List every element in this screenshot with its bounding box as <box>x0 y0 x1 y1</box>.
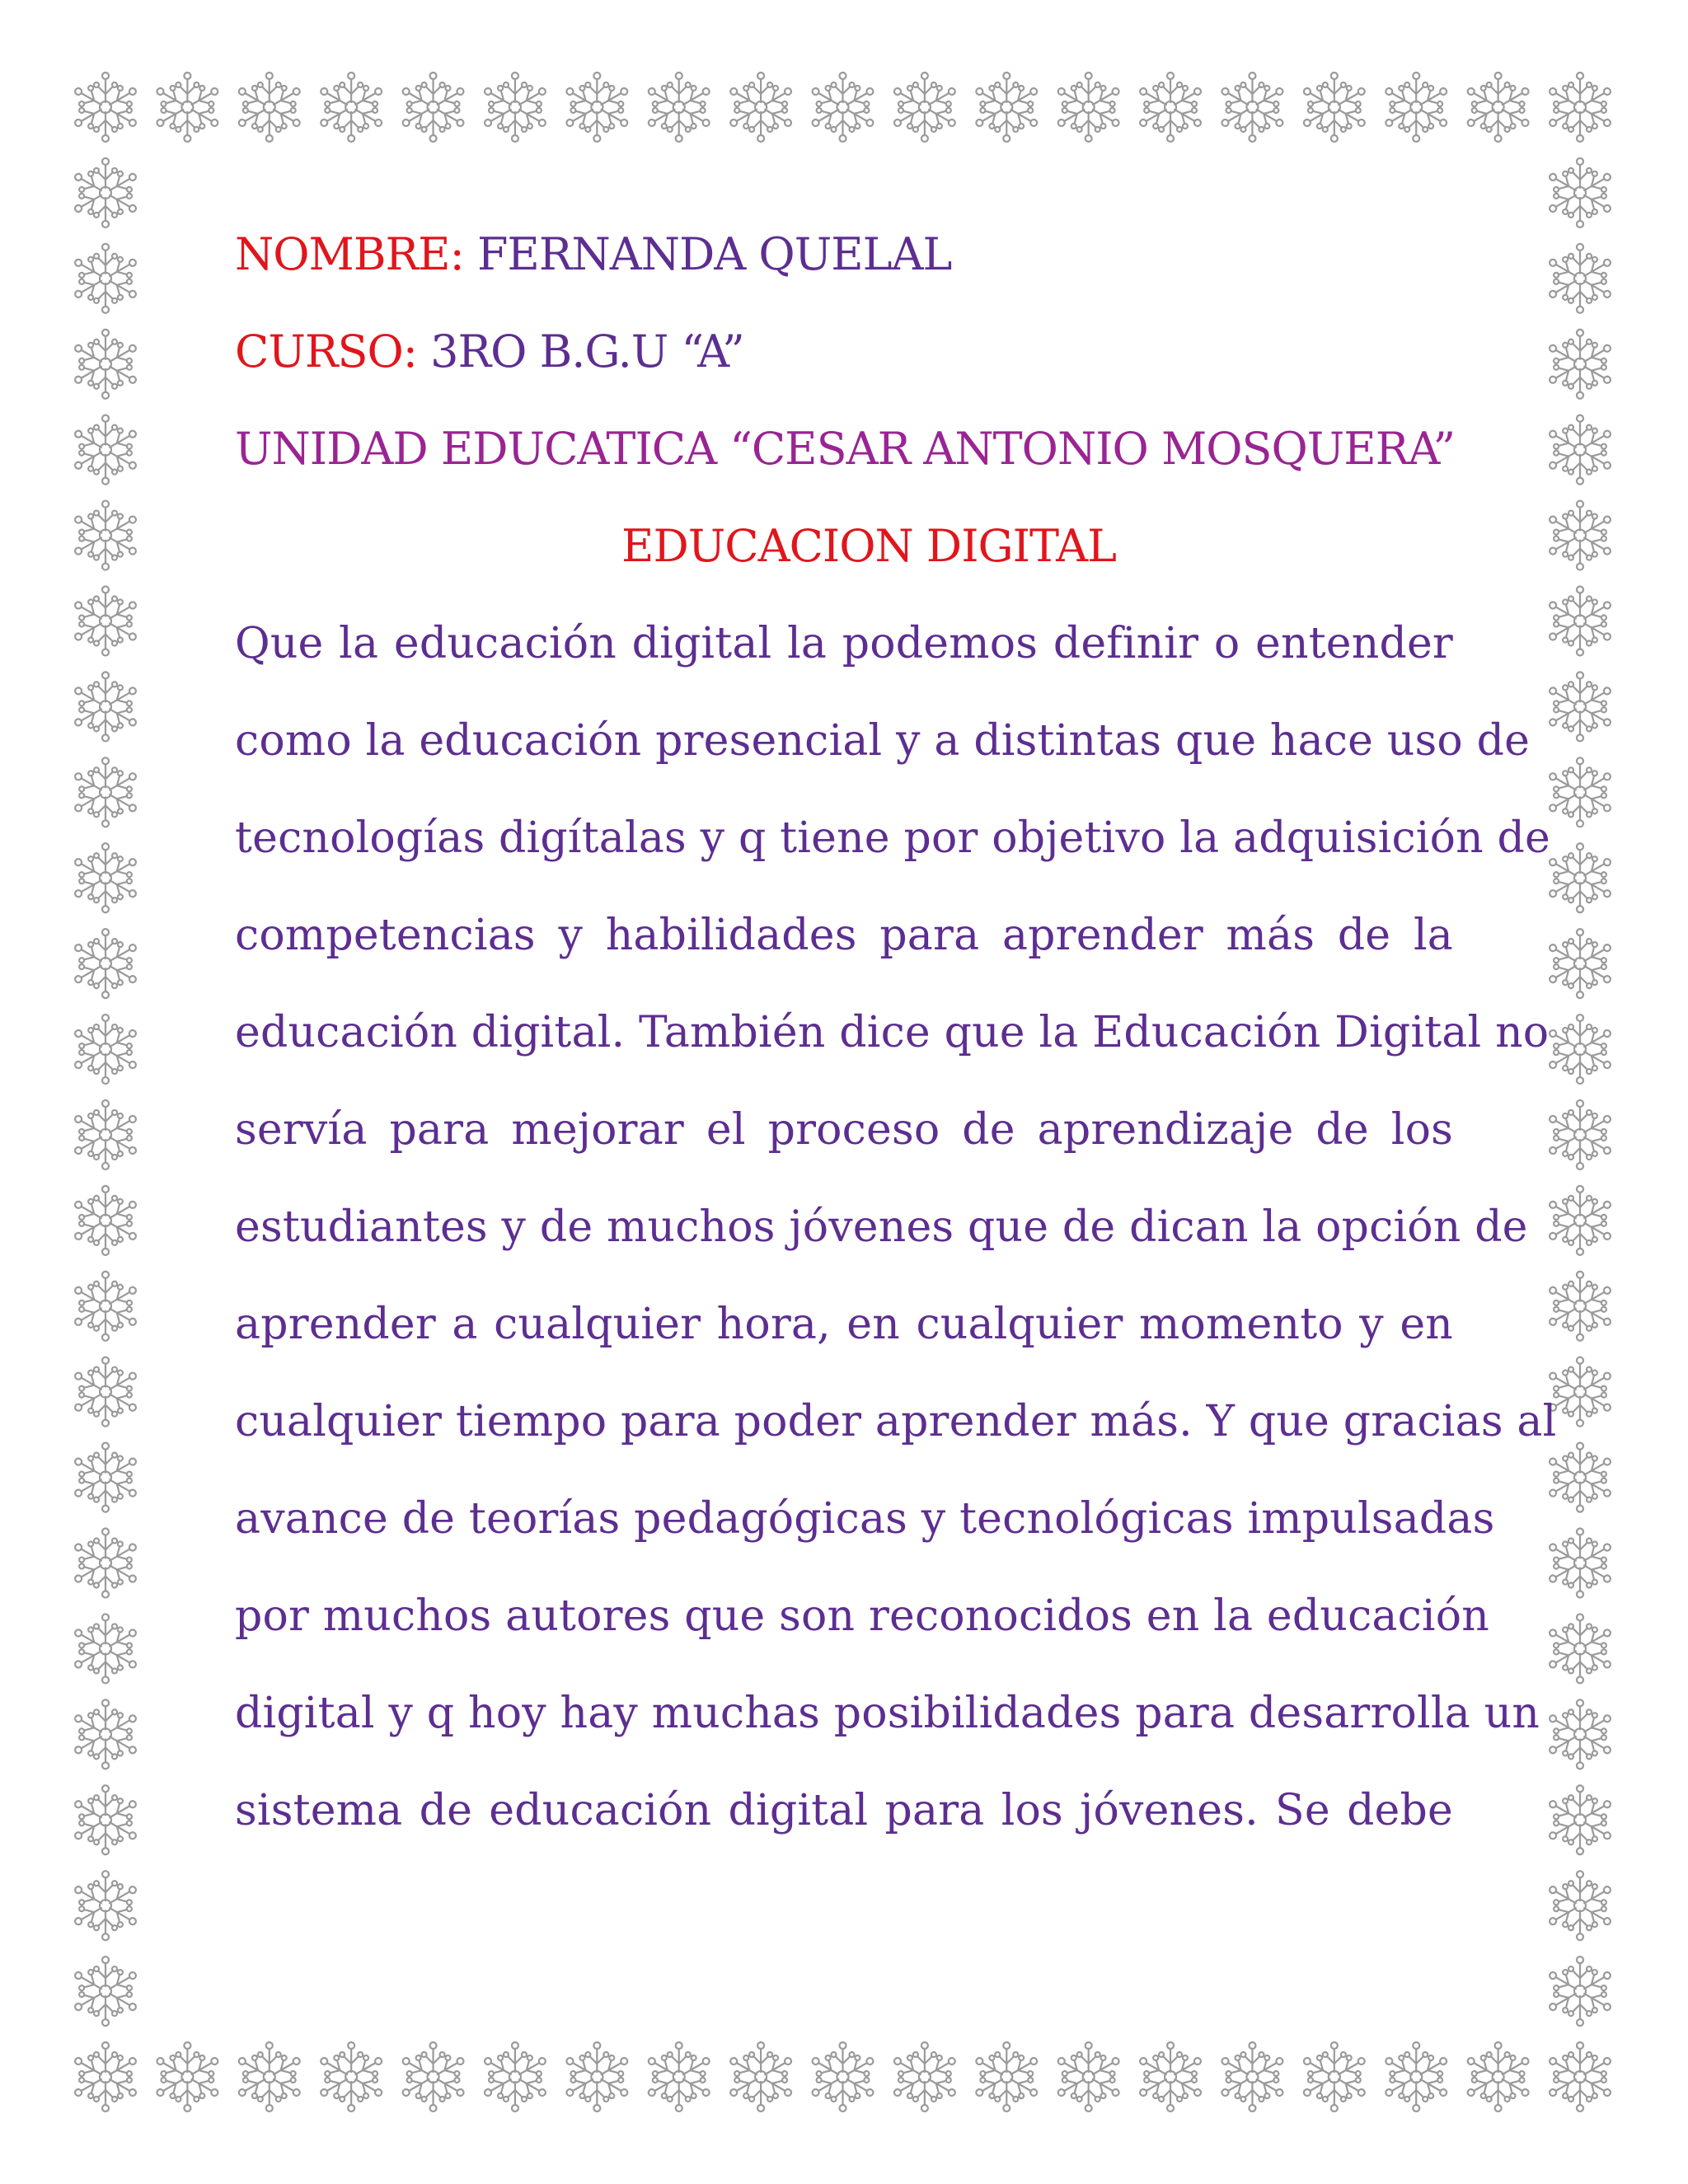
snowflake-icon <box>152 73 223 142</box>
snowflake-icon <box>643 2042 715 2111</box>
snowflake-icon <box>70 1871 142 1940</box>
snowflake-icon <box>1545 1272 1616 1341</box>
snowflake-icon <box>70 1957 142 2026</box>
snowflake-icon <box>1545 244 1616 313</box>
snowflake-icon <box>1381 73 1452 142</box>
snowflake-icon <box>480 2042 551 2111</box>
snowflake-icon <box>1462 2042 1534 2111</box>
course-line <box>235 303 1453 401</box>
name-value: FERNANDA QUELAL <box>476 228 952 280</box>
snowflake-icon <box>70 1614 142 1683</box>
snowflake-icon <box>70 1186 142 1255</box>
snowflake-icon <box>1135 2042 1207 2111</box>
snowflake-icon <box>1381 2042 1452 2111</box>
snowflake-icon <box>70 1443 142 1512</box>
snowflake-icon <box>1545 330 1616 399</box>
school-name: UNIDAD EDUCATICA “CESAR ANTONIO MOSQUERA” <box>235 423 1456 475</box>
snowflake-icon <box>233 2042 305 2111</box>
body-line: sistema de educación digital para los jóvenes. Se debe <box>235 1786 1453 1835</box>
course-value: 3RO B.G.U “A” <box>430 326 744 377</box>
snowflake-icon <box>70 501 142 570</box>
body-line: estudiantes y de muchos jóvenes que de dican la opción de <box>235 1202 1528 1252</box>
snowflake-icon <box>1545 1100 1616 1169</box>
body-line: cualquier tiempo para poder aprender más. Y que gracias al <box>235 1397 1557 1446</box>
snowflake-icon <box>971 73 1043 142</box>
snowflake-icon <box>1545 1957 1616 2026</box>
snowflake-icon <box>316 2042 387 2111</box>
snowflake-icon <box>1053 2042 1124 2111</box>
snowflake-icon <box>1545 929 1616 998</box>
snowflake-icon <box>1545 1443 1616 1512</box>
snowflake-icon <box>1545 843 1616 912</box>
snowflake-icon <box>70 2042 142 2111</box>
snowflake-icon <box>1545 1614 1616 1683</box>
snowflake-icon <box>1217 2042 1288 2111</box>
snowflake-icon <box>70 1529 142 1598</box>
snowflake-icon <box>397 73 469 142</box>
snowflake-icon <box>152 2042 223 2111</box>
name-line <box>235 206 1453 303</box>
snowflake-icon <box>1545 415 1616 485</box>
snowflake-icon <box>70 244 142 313</box>
snowflake-icon <box>1462 73 1534 142</box>
snowflake-icon <box>1545 586 1616 655</box>
body-line: como la educación presencial y a distintas que hace uso de <box>235 716 1531 766</box>
course-label: CURSO: <box>235 326 417 377</box>
snowflake-icon <box>1545 757 1616 827</box>
snowflake-icon <box>1545 1871 1616 1940</box>
snowflake-icon <box>70 415 142 485</box>
snowflake-icon <box>725 2042 797 2111</box>
snowflake-icon <box>725 73 797 142</box>
body-line: tecnologías digítalas y q tiene por objetivo la adquisición de <box>235 813 1550 863</box>
body-line: digital y q hoy hay muchas posibilidades para desarrolla un <box>235 1689 1540 1738</box>
snowflake-icon <box>1545 1186 1616 1255</box>
snowflake-icon <box>70 1272 142 1341</box>
snowflake-icon <box>1298 73 1370 142</box>
snowflake-icon <box>643 73 715 142</box>
snowflake-icon <box>70 929 142 998</box>
snowflake-icon <box>1545 2042 1616 2111</box>
body-line: avance de teorías pedagógicas y tecnológicas impulsadas <box>235 1494 1495 1544</box>
body-line: por muchos autores que son reconocidos en la educación <box>235 1591 1489 1641</box>
snowflake-icon <box>971 2042 1043 2111</box>
document-title: EDUCACION DIGITAL <box>621 520 1116 572</box>
snowflake-icon <box>1545 158 1616 227</box>
snowflake-icon <box>70 1015 142 1084</box>
snowflake-icon <box>889 73 961 142</box>
snowflake-icon <box>70 73 142 142</box>
snowflake-icon <box>1298 2042 1370 2111</box>
name-label: NOMBRE: <box>235 228 464 280</box>
snowflake-icon <box>70 757 142 827</box>
snowflake-icon <box>70 1100 142 1169</box>
body-line: servía para mejorar el proceso de aprendizaje de los <box>235 1105 1453 1155</box>
snowflake-icon <box>70 672 142 741</box>
snowflake-icon <box>807 2042 879 2111</box>
snowflake-icon <box>70 843 142 912</box>
snowflake-icon <box>1545 1699 1616 1769</box>
snowflake-icon <box>70 586 142 655</box>
snowflake-icon <box>233 73 305 142</box>
body-line: educación digital. También dice que la Educación Digital no <box>235 1008 1550 1057</box>
snowflake-icon <box>480 73 551 142</box>
snowflake-icon <box>70 158 142 227</box>
document-content <box>235 206 1557 1859</box>
snowflake-icon <box>1135 73 1207 142</box>
body-paragraph <box>235 595 1557 1859</box>
snowflake-icon <box>1545 501 1616 570</box>
snowflake-icon <box>561 73 633 142</box>
snowflake-icon <box>1053 73 1124 142</box>
snowflake-icon <box>397 2042 469 2111</box>
snowflake-icon <box>1545 1785 1616 1854</box>
snowflake-icon <box>70 330 142 399</box>
snowflake-icon <box>1545 672 1616 741</box>
body-line: Que la educación digital la podemos definir o entender <box>235 619 1453 668</box>
body-line: aprender a cualquier hora, en cualquier momento y en <box>235 1300 1453 1349</box>
snowflake-icon <box>807 73 879 142</box>
body-line: competencias y habilidades para aprender más de la <box>235 911 1453 960</box>
snowflake-icon <box>1545 73 1616 142</box>
snowflake-icon <box>561 2042 633 2111</box>
snowflake-icon <box>70 1699 142 1769</box>
snowflake-icon <box>1217 73 1288 142</box>
snowflake-icon <box>889 2042 961 2111</box>
snowflake-icon <box>1545 1529 1616 1598</box>
snowflake-icon <box>70 1785 142 1854</box>
snowflake-icon <box>316 73 387 142</box>
snowflake-icon <box>70 1357 142 1427</box>
snowflake-icon <box>1545 1015 1616 1084</box>
